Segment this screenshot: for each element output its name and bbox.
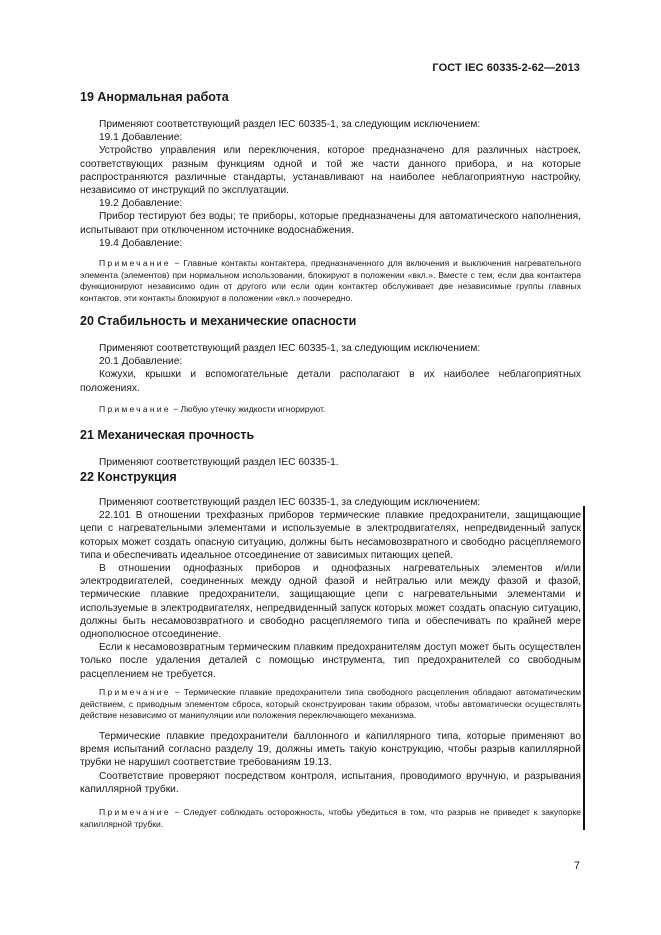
paragraph: Термические плавкие предохранители баллонного и капиллярного типа, которые применяют во время испытаний согласно разделу 19, должны иметь такую конструкцию, чтобы разрыв капиллярной трубки не нарушил соответствие требованиям 19.13. <box>80 731 581 769</box>
section-22-title: 22 Конструкция <box>80 470 177 484</box>
paragraph: 22.101 В отношении трехфазных приборов термические плавкие предохранители, защищающие цепи с нагревательными элементами и используемые в электродвигателях, непредвиденный запуск которых может создать опасную ситуацию, должны быть несамовозвратного и свободно расцепляемого типа и обеспечивать идеальное отсоединение от зависимых питающих цепей. <box>80 510 581 561</box>
section-20-title: 20 Стабильность и механические опасности <box>80 314 357 328</box>
note-text: − Главные контакты контактера, предназначенного для включения и выключения нагревательного элемента (элементов) при нормальном использовании, блокируют в положении «вкл.». Вместе с тем, если два контактера функционируют независимо один от другого или если один контактер обслуживает две независимые группы главных контактов, эти контакты блокируют в положении «вкл.» поочередно. <box>80 258 581 303</box>
section-21-body <box>80 456 581 469</box>
paragraph: Применяют соответствующий раздел IEC 60335-1, за следующим исключением: <box>99 343 481 354</box>
section-22-body <box>80 496 581 681</box>
section-22-note-1 <box>80 687 581 722</box>
paragraph: Кожухи, крышки и вспомогательные детали располагают в их наиболее неблагоприятных положениях. <box>80 369 581 394</box>
section-19-title: 19 Анормальная работа <box>80 90 229 104</box>
note-label: Примечание <box>99 687 171 697</box>
paragraph: 19.2 Добавление: <box>99 198 183 210</box>
paragraph: Прибор тестируют без воды; те приборы, которые предназначены для автоматического наполнения, испытывают при отключенном источнике водоснабжения. <box>80 211 581 236</box>
paragraph: В отношении однофазных приборов и однофазных нагревательных элементов и/или электродвигателей, соединенных между одной фазой и нейтралью или между фазой и фазой, термические плавкие предохранители, защищающие цепи с нагревательными элементами и используемые в электродвигателях, непредвиденный запуск которых может создать опасную ситуацию, должны быть несамовозвратного и свободно расцепляемого типа и обеспечивать по крайней мере однополюсное отсоединение. <box>80 563 581 641</box>
document-header: ГОСТ IEC 60335-2-62—2013 <box>432 62 580 74</box>
paragraph: Если к несамовозвратным термическим плавким предохранителям доступ может быть осуществлен только после удаления деталей с помощью инструмента, тип предохранителей со свободным расцеплением не требуется. <box>80 642 581 680</box>
note-text: − Следует соблюдать осторожность, чтобы убедиться в том, что разрыв не приведет к закупорке капиллярной трубки. <box>80 807 582 829</box>
note-label: Примечание <box>99 258 171 268</box>
note-label: Примечание <box>99 807 171 817</box>
section-20-body <box>80 342 581 395</box>
section-22-note-2 <box>80 807 581 830</box>
note-text: − Термические плавкие предохранители типа свободного расцепления обладают автоматическим действием, с приводным элементом сброса, который сконструирован таким образом, чтобы автоматически осуществлять действие независимо от манипуляции или положения переключающего механизма. <box>80 687 581 720</box>
note-text: − Любую утечку жидкости игнорируют. <box>173 404 326 414</box>
paragraph: Применяют соответствующий раздел IEC 60335-1, за следующим исключением: <box>99 497 481 508</box>
paragraph: 19.4 Добавление: <box>99 237 183 249</box>
paragraph: Соответствие проверяют посредством контроля, испытания, проводимого вручную, и разрывания капиллярной трубки. <box>80 770 581 795</box>
paragraph: 20.1 Добавление: <box>99 356 183 368</box>
section-19-note <box>80 258 581 304</box>
paragraph: Устройство управления или переключения, которое предназначено для различных настроек, соответствующих разным функциям одной и той же части данного прибора, и на которые распространяются различные стандарты, устанавливают на наиболее неблагоприятную настройку, независимо от инструкций по эксплуатации. <box>80 145 581 197</box>
paragraph: 19.1 Добавление: <box>99 132 183 144</box>
section-21-title: 21 Механическая прочность <box>80 428 255 442</box>
page-number: 7 <box>573 860 580 872</box>
change-bar <box>583 506 585 830</box>
paragraph: Применяют соответствующий раздел IEC 60335-1. <box>99 457 339 468</box>
note-label: Примечание <box>99 404 171 414</box>
section-20-note <box>80 404 581 416</box>
section-19-body <box>80 118 581 250</box>
paragraph: Применяют соответствующий раздел IEC 60335-1, за следующим исключением: <box>99 119 481 130</box>
section-22-body-2 <box>80 730 581 796</box>
